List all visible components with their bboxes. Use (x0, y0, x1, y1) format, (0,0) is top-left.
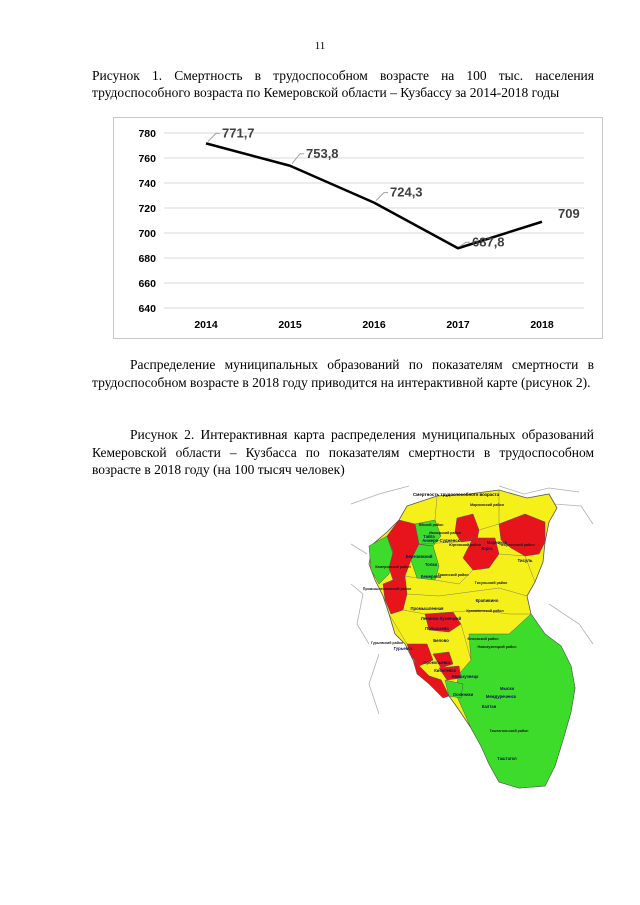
map-town-label[interactable]: Мыски (499, 686, 515, 691)
figure2-caption (92, 426, 594, 479)
x-tick-label: 2018 (530, 319, 554, 331)
data-label-leader (208, 133, 220, 141)
data-label-leader (376, 193, 388, 201)
map-district-label[interactable]: Таштагольский район (489, 729, 529, 733)
map-district-label[interactable]: Гурьевский район (370, 641, 404, 645)
data-label: 709 (558, 205, 580, 221)
map-district-label[interactable]: Кемеровский район (375, 565, 411, 569)
map-town-label[interactable]: Ленинск-Кузнецкий (420, 616, 462, 621)
map-town-label[interactable]: Осинники (452, 692, 474, 697)
x-tick-label: 2014 (194, 319, 218, 331)
y-tick-label: 780 (138, 128, 156, 140)
map-district-label[interactable]: Промышленновский район (362, 587, 412, 591)
chart-canvas (114, 118, 602, 338)
x-tick-label: 2015 (278, 319, 302, 331)
map-town-label[interactable]: Кемерово (420, 574, 442, 579)
map-town-label[interactable]: Юрга (481, 546, 493, 551)
map-district-label[interactable]: Ижморский район (428, 531, 462, 535)
data-label: 771,7 (222, 125, 255, 141)
kemerovo-region-map[interactable] (349, 484, 594, 791)
map-town-label[interactable]: Анжеро-Судженск (422, 538, 460, 543)
map-town-label[interactable]: Тисуль (517, 558, 533, 563)
y-tick-label: 760 (138, 153, 156, 165)
data-label: 687,8 (472, 234, 505, 250)
map-district-label[interactable]: Тисульский район (474, 581, 508, 585)
map-town-label[interactable]: Белово (433, 638, 449, 643)
map-town-label[interactable]: Междуреченск (485, 694, 517, 699)
map-town-label[interactable]: Тайга (423, 534, 435, 539)
map-district-label[interactable]: Юргинский район (449, 543, 481, 547)
data-label: 753,8 (306, 145, 339, 161)
page-number: 11 (314, 40, 326, 52)
map-town-label[interactable]: Крапивино (475, 598, 499, 603)
y-tick-label: 740 (138, 178, 156, 190)
map-town-label[interactable]: Калтан (481, 704, 497, 709)
mortality-line-chart (113, 117, 603, 339)
y-tick-label: 660 (138, 278, 156, 290)
y-tick-label: 640 (138, 303, 156, 315)
x-tick-label: 2016 (362, 319, 386, 331)
map-town-label[interactable]: Киселевск (434, 668, 456, 673)
map-town-label[interactable]: Полысаево (425, 626, 449, 631)
map-title: Смертность трудоспособного возраста (413, 492, 500, 497)
map-town-label[interactable]: Новокузнецк (451, 674, 479, 679)
map-district-label[interactable]: Яйский район (418, 523, 444, 527)
map-district-label[interactable]: Чебулинский район (499, 543, 535, 547)
map-town-label[interactable]: Топки (424, 562, 438, 567)
figure2-caption-text: Рисунок 2. Интерактивная карта распределения муниципальных образований Кемеровской области – Кузбасса по показателям смертности в трудоспособном возрасте в 2018 году (на 100 тысяч человек) (92, 427, 594, 477)
data-label-leader (292, 154, 304, 164)
figure1-caption: Рисунок 1. Смертность в трудоспособном возрасте на 100 тыс. населения трудоспособного возраста по Кемеровской области – Кузбассу за 2014-2018 годы (92, 68, 594, 100)
y-tick-label: 680 (138, 253, 156, 265)
x-tick-label: 2017 (446, 319, 470, 331)
map-district-label[interactable]: Крапивинский район (466, 609, 504, 613)
y-tick-label: 720 (138, 203, 156, 215)
map-district-label[interactable]: Мариинский район (470, 503, 504, 507)
map-district-label[interactable]: Новокузнецкий район (477, 645, 517, 649)
map-town-label[interactable]: Таштагол (497, 756, 517, 761)
map-town-label[interactable]: Гурьевск (393, 646, 413, 651)
map-district-label[interactable]: Беловский район (467, 637, 499, 641)
body-paragraph (92, 356, 594, 391)
y-tick-label: 700 (138, 228, 156, 240)
body-paragraph-text: Распределение муниципальных образований по показателям смертности в трудоспособном возрасте в 2018 году приводится на интерактивной карте (рисунок 2). (92, 357, 594, 390)
map-town-label[interactable]: Прокопьевск (423, 660, 451, 665)
map-town-label[interactable]: Промышленная (410, 606, 444, 611)
map-town-label[interactable]: Березовский (405, 554, 433, 559)
data-label: 724,3 (390, 184, 423, 200)
map-district-label[interactable]: Тяжинский район (437, 573, 469, 577)
map-town-label[interactable]: Мариинск (486, 540, 508, 545)
interactive-map[interactable] (349, 484, 594, 791)
